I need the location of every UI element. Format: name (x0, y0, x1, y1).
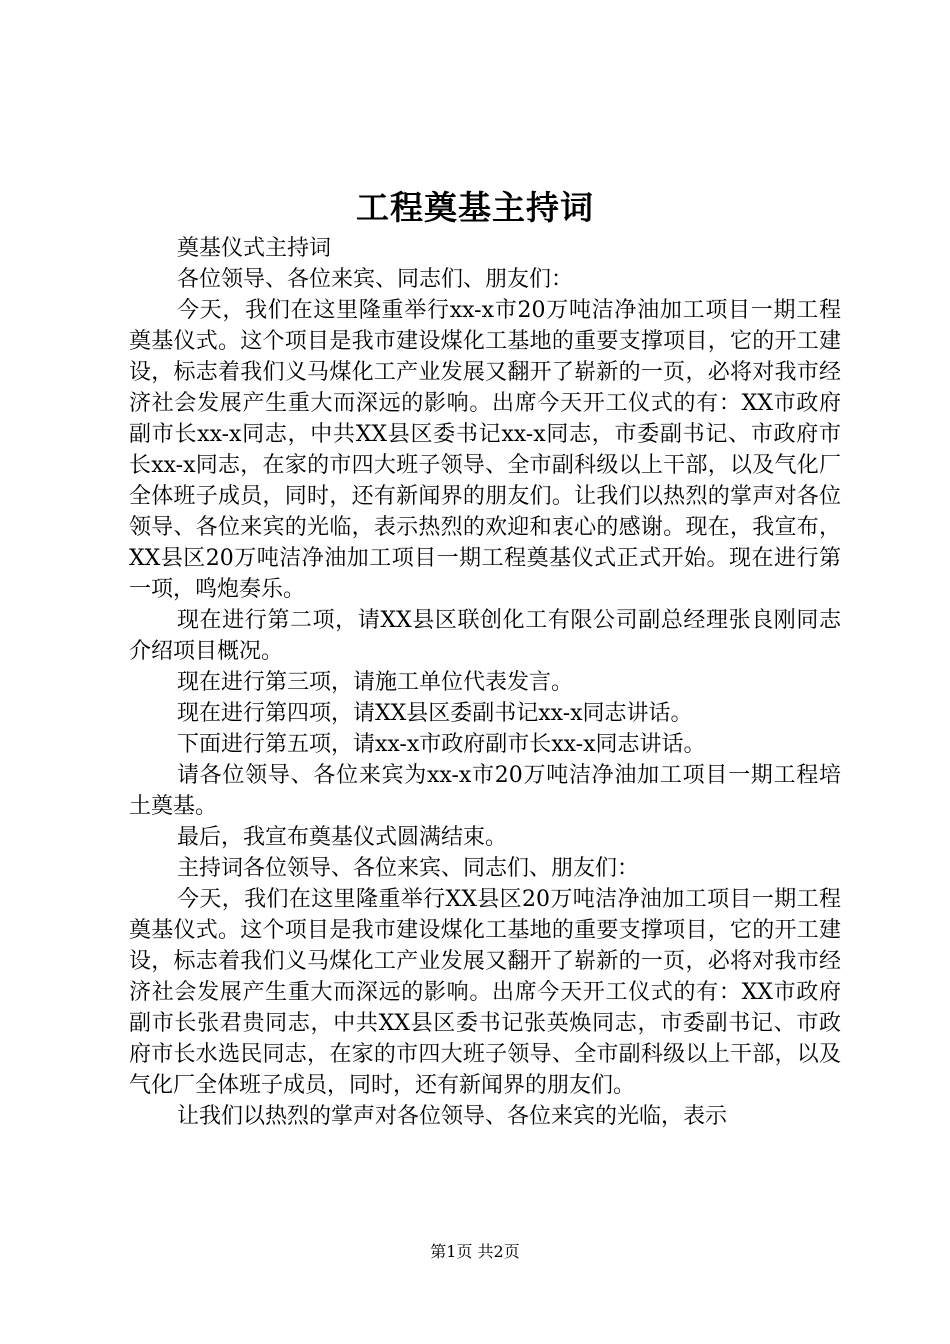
paragraph: 主持词各位领导、各位来宾、同志们、朋友们： (176, 856, 639, 881)
paragraph: 最后，我宣布奠基仪式圆满结束。 (176, 825, 507, 850)
paragraph: 下面进行第五项，请xx-x市政府副市长xx-x同志讲话。 (176, 732, 706, 757)
document-title: 工程奠基主持词 (356, 188, 594, 227)
paragraph: 各位领导、各位来宾、同志们、朋友们： (176, 267, 573, 292)
paragraph: 今天，我们在这里隆重举行xx-x市20万吨洁净油加工项目一期工程奠基仪式。这个项目是我市建设煤化工基地的重要支撑项目，它的开工建设，标志着我们义马煤化工产业发展又翻开了崭新的一页，必将对我市经济社会发展产生重大而深远的影响。出席今天开工仪式的有：XX市政府副市长xx-x同志，中共XX县区委书记xx-x同志，市委副书记、市政府市长xx-x同志，在家的市四大班子领导、全市副科级以上干部，以及气化厂全体班子成员，同时，还有新闻界的朋友们。让我们以热烈的掌声对各位领导、各位来宾的光临，表示热烈的欢迎和衷心的感谢。现在，我宣布，XX县区20万吨洁净油加工项目一期工程奠基仪式正式开始。现在进行第一项，鸣炮奏乐。 (129, 298, 841, 602)
paragraph: 让我们以热烈的掌声对各位领导、各位来宾的光临，表示 (176, 1104, 727, 1129)
paragraph: 今天，我们在这里隆重举行XX县区20万吨洁净油加工项目一期工程奠基仪式。这个项目是我市建设煤化工基地的重要支撑项目，它的开工建设，标志着我们义马煤化工产业发展又翻开了崭新的一页，必将对我市经济社会发展产生重大而深远的影响。出席今天开工仪式的有：XX市政府副市长张君贵同志，中共XX县区委书记张英焕同志，市委副书记、市政府市长水选民同志，在家的市四大班子领导、全市副科级以上干部，以及气化厂全体班子成员，同时，还有新闻界的朋友们。 (129, 887, 841, 1098)
page-number-footer: 第1页 共2页 (430, 1242, 520, 1261)
paragraph: 现在进行第四项，请XX县区委副书记xx-x同志讲话。 (176, 701, 693, 726)
paragraph: 奠基仪式主持词 (176, 236, 331, 261)
paragraph: 现在进行第三项，请施工单位代表发言。 (176, 670, 573, 695)
paragraph: 请各位领导、各位来宾为xx-x市20万吨洁净油加工项目一期工程培土奠基。 (129, 763, 841, 819)
document-body (129, 233, 841, 1132)
paragraph: 现在进行第二项，请XX县区联创化工有限公司副总经理张良刚同志介绍项目概况。 (129, 608, 841, 664)
